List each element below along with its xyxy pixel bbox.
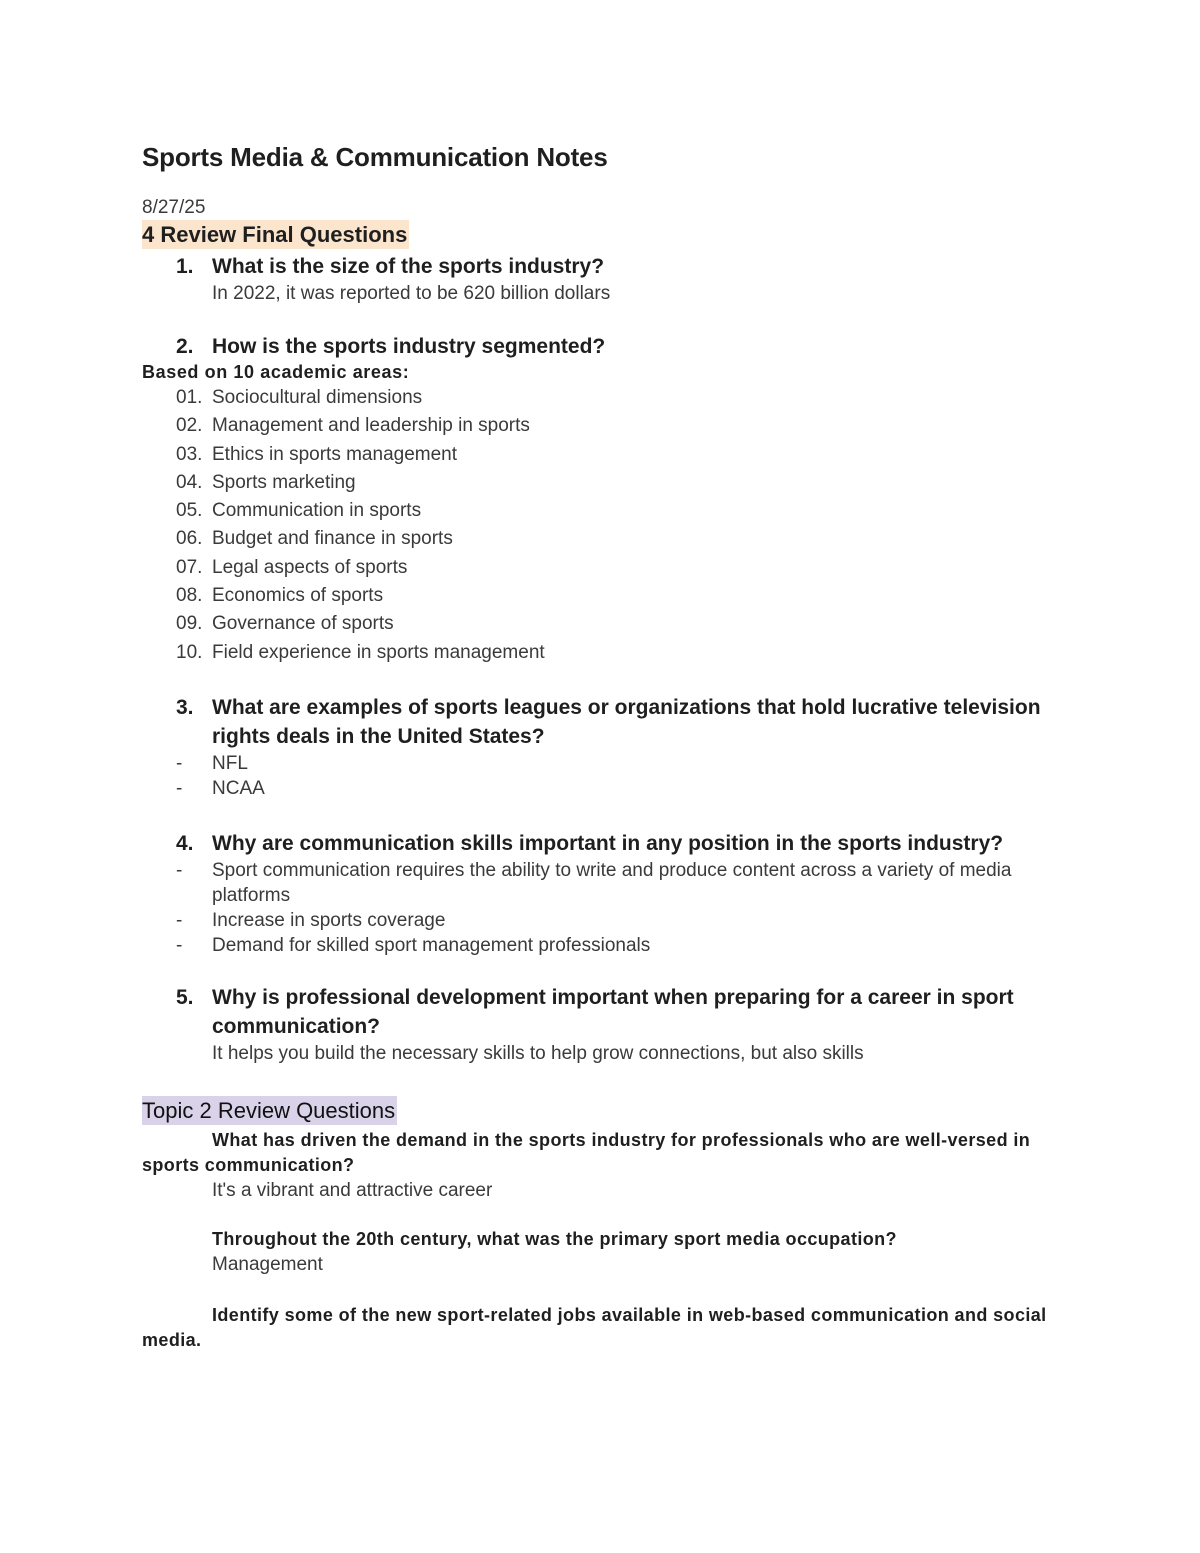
- topic2-item-3: [142, 1303, 1062, 1353]
- document-page: [142, 138, 1062, 1353]
- section-2: [142, 1096, 1062, 1353]
- list-item: 01. Sociocultural dimensions: [176, 387, 423, 408]
- list-item: 08. Economics of sports: [176, 585, 384, 607]
- question-1-answer: In 2022, it was reported to be 620 billion dollars: [212, 283, 611, 304]
- question-4: [142, 829, 1062, 858]
- question-2-label: Based on 10 academic areas:: [142, 362, 410, 382]
- section-2-heading: Topic 2 Review Questions: [142, 1097, 396, 1123]
- question-4-number: 4.: [176, 831, 194, 855]
- question-1: [142, 252, 1062, 306]
- question-5-answer: It helps you build the necessary skills to help grow connections, but also skills: [212, 1042, 864, 1064]
- question-5-text: Why is professional development important when preparing for a career in sport communication?: [212, 985, 1014, 1038]
- question-4-answers: [142, 858, 1062, 958]
- question-3: [142, 693, 1062, 751]
- academic-areas-list: [142, 384, 1062, 667]
- section-1-heading: 4 Review Final Questions: [142, 222, 408, 247]
- document-date: 8/27/25: [142, 197, 206, 218]
- question-2-text: How is the sports industry segmented?: [212, 335, 606, 358]
- list-item: 09. Governance of sports: [176, 613, 394, 635]
- section-1: [142, 220, 1062, 1066]
- list-item: - Demand for skilled sport management professionals: [176, 934, 651, 956]
- question-2: [142, 332, 1062, 361]
- list-item: 10. Field experience in sports management: [176, 641, 545, 663]
- document-title: Sports Media & Communication Notes: [142, 142, 608, 172]
- list-item: 03. Ethics in sports management: [176, 443, 458, 465]
- question-1-text: What is the size of the sports industry?: [212, 255, 605, 278]
- topic2-question-1: What has driven the demand in the sports industry for professionals who are well-versed in sports communication?: [142, 1129, 1031, 1175]
- list-item: - NFL: [176, 752, 248, 774]
- list-item: 07. Legal aspects of sports: [176, 556, 408, 578]
- topic2-item-2: [142, 1227, 1062, 1277]
- topic2-question-3: Identify some of the new sport-related jobs available in web-based communication and social media.: [142, 1304, 1047, 1350]
- question-3-answers: [142, 751, 1062, 801]
- topic2-answer-1: It's a vibrant and attractive career: [212, 1179, 493, 1201]
- topic2-question-2: Throughout the 20th century, what was the primary sport media occupation?: [212, 1228, 897, 1249]
- list-item: 06. Budget and finance in sports: [176, 528, 453, 550]
- list-item: 02. Management and leadership in sports: [176, 415, 530, 437]
- question-3-number: 3.: [176, 695, 194, 719]
- question-4-text: Why are communication skills important in any position in the sports industry?: [212, 831, 1004, 855]
- question-5-number: 5.: [176, 985, 194, 1009]
- topic2-item-1: [142, 1128, 1062, 1203]
- list-item: - NCAA: [176, 777, 265, 799]
- question-3-text: What are examples of sports leagues or organizations that hold lucrative television rights deals in the United States?: [212, 695, 1041, 748]
- topic2-answer-2: Management: [212, 1253, 323, 1275]
- question-5: [142, 983, 1062, 1066]
- list-item: - Sport communication requires the ability to write and produce content across a variety of media platforms: [176, 859, 1012, 906]
- list-item: - Increase in sports coverage: [176, 909, 446, 931]
- question-1-number: 1.: [176, 255, 194, 278]
- question-2-number: 2.: [176, 335, 194, 358]
- list-item: 04. Sports marketing: [176, 471, 356, 493]
- list-item: 05. Communication in sports: [176, 500, 422, 522]
